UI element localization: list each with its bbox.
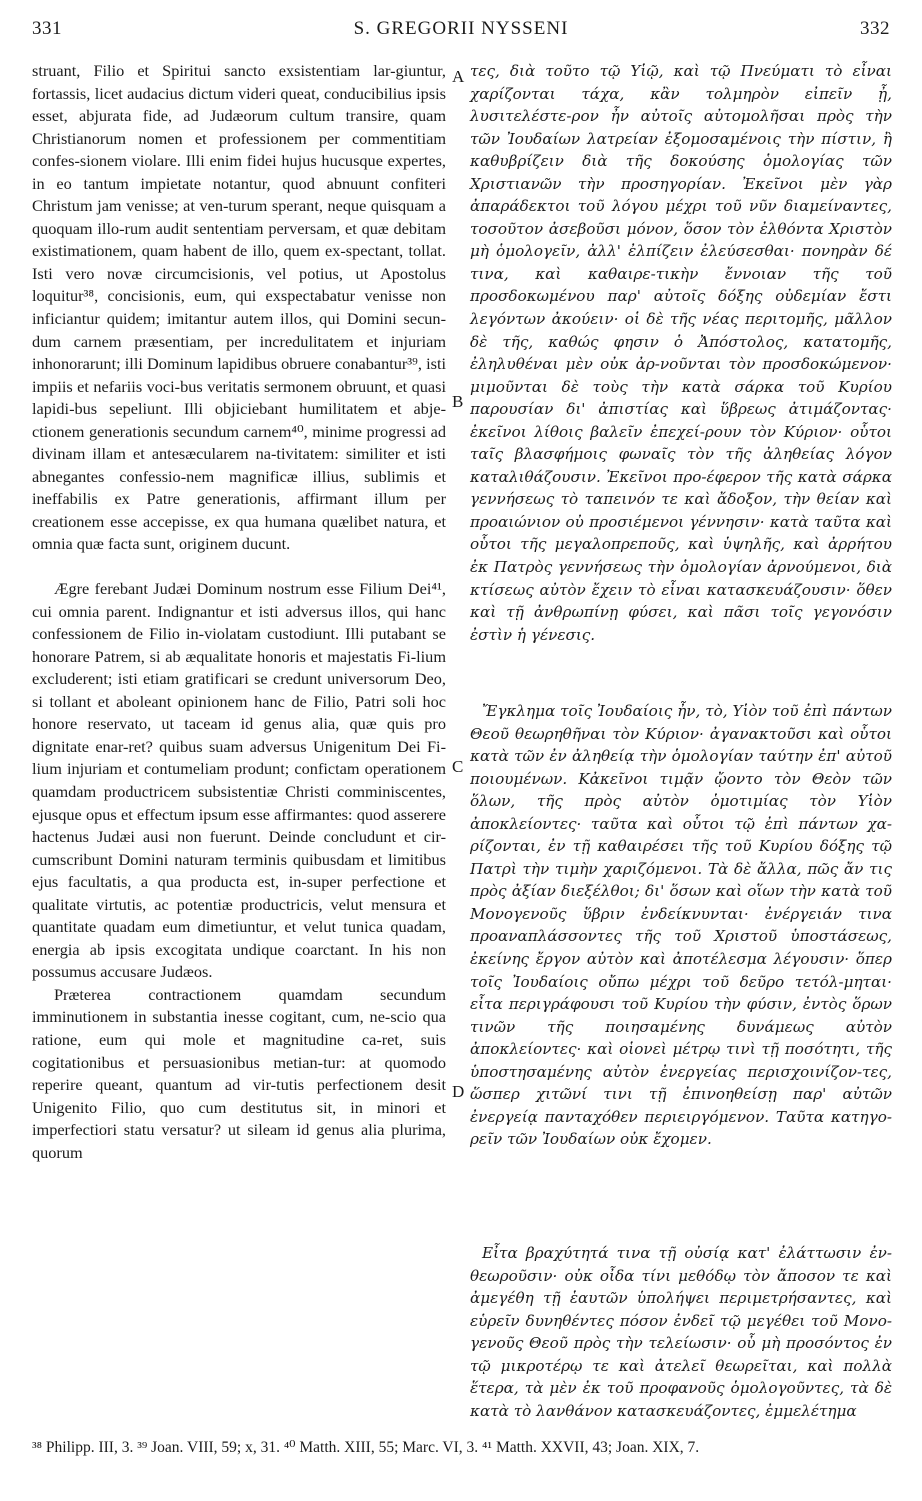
left-page-number: 331 (32, 18, 62, 39)
latin-paragraph-1: struant, Filio et Spiritui sancto exsistentiam lar-giuntur, fortassis, licet audacius dictum videri queat, conducibilius ipsis esset, abjurata fide, ad Judæorum cultum transire, quam Christianorum nomen et professionem per commentitiam confes-sionem violare. Illi enim fidei hujus hucusque expertes, in eo tantum impietate notantur, quod abnuunt confiteri Christum jam venisse; at ven-turum sperant, neque quisquam a quoquam illo-rum audit sententiam perversam, et quæ debitam existimationem, quam habent de illo, quem ex-spectant, tollat. Isti vero novæ circumcisionis, vel potius, ut Apostolus loquitur³⁸, concisionis, eum, qui exspectabatur venisse non inficiantur quidem; imitantur autem illos, qui Domini secun-dum carnem præsentiam, per incredulitatem et injuriam inhonorarunt; illi Dominum lapidibus obruere conabantur³⁹, isti impiis et nefariis voci-bus veritatis sermonem obruunt, et quasi lapidi-bus sepeliunt. Illi objiciebant humilitatem et abje-ctionem generationis secundum carnem⁴⁰, minime progressi ad divinam illam et antesæcularem na-tivitatem: similiter et isti abnegantes confessio-nem magnificæ illius, sublimis et ineffabilis ex Patre generationis, affirmant illum per creationem esse accepisse, ex qua humana quælibet natura, et omnia quæ facta sunt, originem ducunt. (32, 61, 446, 554)
greek-paragraph-1: τες, διὰ τοῦτο τῷ Υἱῷ, καὶ τῷ Πνεύματι τὸ εἶναι χαρίζονται τάχα, κἂν τολμηρὸν εἰπεῖν ᾖ, λυσιτελέστε-ρον ἦν αὐτοῖς αὐτομολῆσαι πρὸς τὴν τῶν Ἰουδαίων λατρείαν ἐξομοσαμένοις τὴν πίστιν, ἢ καθυβρίζειν διὰ τῆς δοκούσης ὁμολογίας τῶν Χριστιανῶν τὴν προσηγορίαν. Ἐκεῖνοι μὲν γὰρ ἀπαράδεκτοι τοῦ λόγου μέχρι τοῦ νῦν διαμείναντες, τοσοῦτον ἀσεβοῦσι μόνον, ὅσον τὸν ἐλθόντα Χριστὸν μὴ ὁμολογεῖν, ἀλλ' ἐλπίζειν ἐλεύσεσθαι· πονηρὰν δέ τινα, καὶ καθαιρε-τικὴν ἔννοιαν τῆς τοῦ προσδοκωμένου παρ' αὐτοῖς δόξης οὐδεμίαν ἔστι λεγόντων ἀκούειν· οἱ δὲ τῆς νέας περιτομῆς, μᾶλλον δὲ τῆς, καθώς φησιν ὁ Ἀπόστολος, κατατομῆς, ἐληλυθέναι μὲν οὐκ ἀρ-νοῦνται τὸν προσδοκώμενον· μιμοῦνται δὲ τοὺς τὴν κατὰ σάρκα τοῦ Κυρίου παρουσίαν δι' ἀπιστίας καὶ ὕβρεως ἀτιμάζοντας· ἐκεῖνοι λίθοις βαλεῖν ἐπεχεί-ρουν τὸν Κύριον· οὗτοι ταῖς βλασφήμοις φωναῖς τὸν τῆς ἀληθείας λόγον καταλιθάζουσιν. Ἐκεῖνοι προ-έφερον τῆς κατὰ σάρκα γεννήσεως τὸ ταπεινόν τε καὶ ἄδοξον, τὴν θείαν καὶ προαιώνιον οὐ προσιέμενοι γέννησιν· κατὰ ταῦτα καὶ οὗτοι τῆς μεγαλοπρεποῦς, καὶ ὑψηλῆς, καὶ ἀρρήτου ἐκ Πατρὸς γεννήσεως τὴν ὁμολογίαν ἀρνούμενοι, διὰ κτίσεως αὐτὸν ἔχειν τὸ εἶναι κατασκευάζουσιν· ὅθεν καὶ τῇ ἀνθρωπίνῃ φύσει, καὶ πᾶσι τοῖς γεγονόσιν ἐστὶν ἡ γένεσις. (470, 62, 892, 644)
running-header (32, 14, 890, 44)
latin-paragraph-3: Præterea contractionem quamdam secundum imminutionem in substantia inesse cogitant, cum, ne-scio qua ratione, eum qui mole et magnitudine ca-ret, suis cogitationibus et persuasionibus metian-tur: at quomodo reperire queant, quantum ad vir-tutis perfectionem desit Unigenito Filio, quo cum destitutus sit, in minori et imperfectiori statu versatur? ut sileam id genus alia plurima, quorum (32, 984, 446, 1162)
greek-column (470, 60, 892, 1430)
section-marker-a: A (452, 67, 465, 86)
section-marker-d: D (452, 1082, 465, 1101)
section-marker-b: B (452, 392, 464, 411)
running-title: S. GREGORII NYSSENI (353, 18, 569, 39)
greek-paragraph-3: Εἶτα βραχύτητά τινα τῇ οὐσίᾳ κατ' ἐλάττωσιν ἐν-θεωροῦσιν· οὐκ οἶδα τίνι μεθόδῳ τὸν ἄποσον τε καὶ ἀμεγέθη τῇ ἑαυτῶν ὑπολήψει περιμετρήσαντες, καὶ εὑρεῖν δυνηθέντες πόσον ἐνδεῖ τῷ μεγέθει τοῦ Μονο-γενοῦς Θεοῦ πρὸς τὴν τελείωσιν· οὗ μὴ προσόντος ἐν τῷ μικροτέρῳ τε καὶ ἀτελεῖ θεωρεῖται, καὶ πολλὰ ἕτερα, τὰ μὲν ἐκ τοῦ προφανοῦς ὁμολογοῦντες, τὰ δὲ κατὰ τὸ λανθάνον κατασκευάζοντες, ἐμμελέτημα (470, 1244, 892, 1420)
section-marker-c: C (452, 757, 464, 776)
greek-paragraph-2: Ἔγκλημα τοῖς Ἰουδαίοις ἦν, τὸ, Υἱὸν τοῦ ἐπὶ πάντων Θεοῦ θεωρηθῆναι τὸν Κύριον· ἀγανακτοῦσι καὶ οὗτοι κατὰ τῶν ἐν ἀληθείᾳ τὴν ὁμολογίαν ταύτην ἐπ' αὐτοῦ ποιουμένων. Κἀκεῖνοι τιμᾷν ᾤοντο τὸν Θεὸν τῶν ὅλων, τῆς πρὸς αὐτὸν ὁμοτιμίας τὸν Υἱὸν ἀποκλείοντες· ταῦτα καὶ οὗτοι τῷ ἐπὶ πάντων χα-ρίζονται, ἐν τῇ καθαιρέσει τῆς τοῦ Κυρίου δόξης τῷ Πατρὶ τὴν τιμὴν χαριζόμενοι. Τὰ δὲ ἄλλα, πῶς ἄν τις πρὸς ἀξίαν διεξέλθοι; δι' ὅσων καὶ οἵων τὴν κατὰ τοῦ Μονογενοῦς ὕβριν ἐνδείκνυνται· ἐνέργειάν τινα προαναπλάσσοντες τῆς τοῦ Χριστοῦ ὑποστάσεως, ἐκείνης ἔργον αὐτὸν καὶ ἀποτέλεσμα λέγουσιν· ὅπερ τοῖς Ἰουδαίοις οὔπω μέχρι τοῦ δεῦρο τετόλ-μηται· εἶτα περιγράφουσι τοῦ Κυρίου τὴν φύσιν, ἐντὸς ὅρων τινῶν τῆς ποιησαμένης δυνάμεως αὐτὸν ἀποκλείοντες· καὶ οἱονεὶ μέτρῳ τινὶ τῇ ποσότητι, τῆς ὑποστησαμένης αὐτὸν ἐνεργείας περισχοινίζον-τες, ὥσπερ χιτῶνί τινι τῇ ἐπινοηθείσῃ παρ' αὐτῶν ἐνεργείᾳ πανταχόθεν περιειργόμενον. Ταῦτα κατηγο-ρεῖν τῶν Ἰουδαίων οὐκ ἔχομεν. (470, 702, 892, 1149)
latin-column (32, 60, 446, 1164)
footnotes: ³⁸ Philipp. III, 3. ³⁹ Joan. VIII, 59; x, 31. ⁴⁰ Matth. XIII, 55; Marc. VI, 3. ⁴¹ Matth. XXVII, 43; Joan. XIX, 7. (32, 1439, 700, 1456)
right-page-number: 332 (860, 18, 890, 39)
latin-paragraph-2: Ægre ferebant Judæi Dominum nostrum esse Filium Dei⁴¹, cui omnia parent. Indignantur et isti adversus illos, qui hanc confessionem de Filio in-violatam custodiunt. Illi putabant se honorare Patrem, si ab æqualitate honoris et majestatis Fi-lium excluderent; isti etiam gratificari se credunt universorum Deo, si tollant et aboleant opinionem hanc de Filio, Patri soli hoc honore reservato, ut taceam id genus alia, quæ quis pro dignitate enar-ret? quibus suam adversus Unigenitum Dei Fi-lium injuriam et contumeliam produnt; confictam operationem quamdam productricem subsistentiæ Christi comminiscentes, ejusque opus et effectum ipsum esse affirmantes: quod asserere hactenus Judæi ausi non fuerunt. Deinde concludunt et cir-cumscribunt Domini naturam terminis quibusdam et limitibus ejus facultatis, a qua producta est, in-super perfectione et qualitate virtutis, ac potentiæ productricis, velut mensura et quantitate quadam eum dimetiuntur, et velut tunica quadam, energia ab ipsis excogitata undique coarctant. In his non possumus accusare Judæos. (32, 579, 446, 982)
